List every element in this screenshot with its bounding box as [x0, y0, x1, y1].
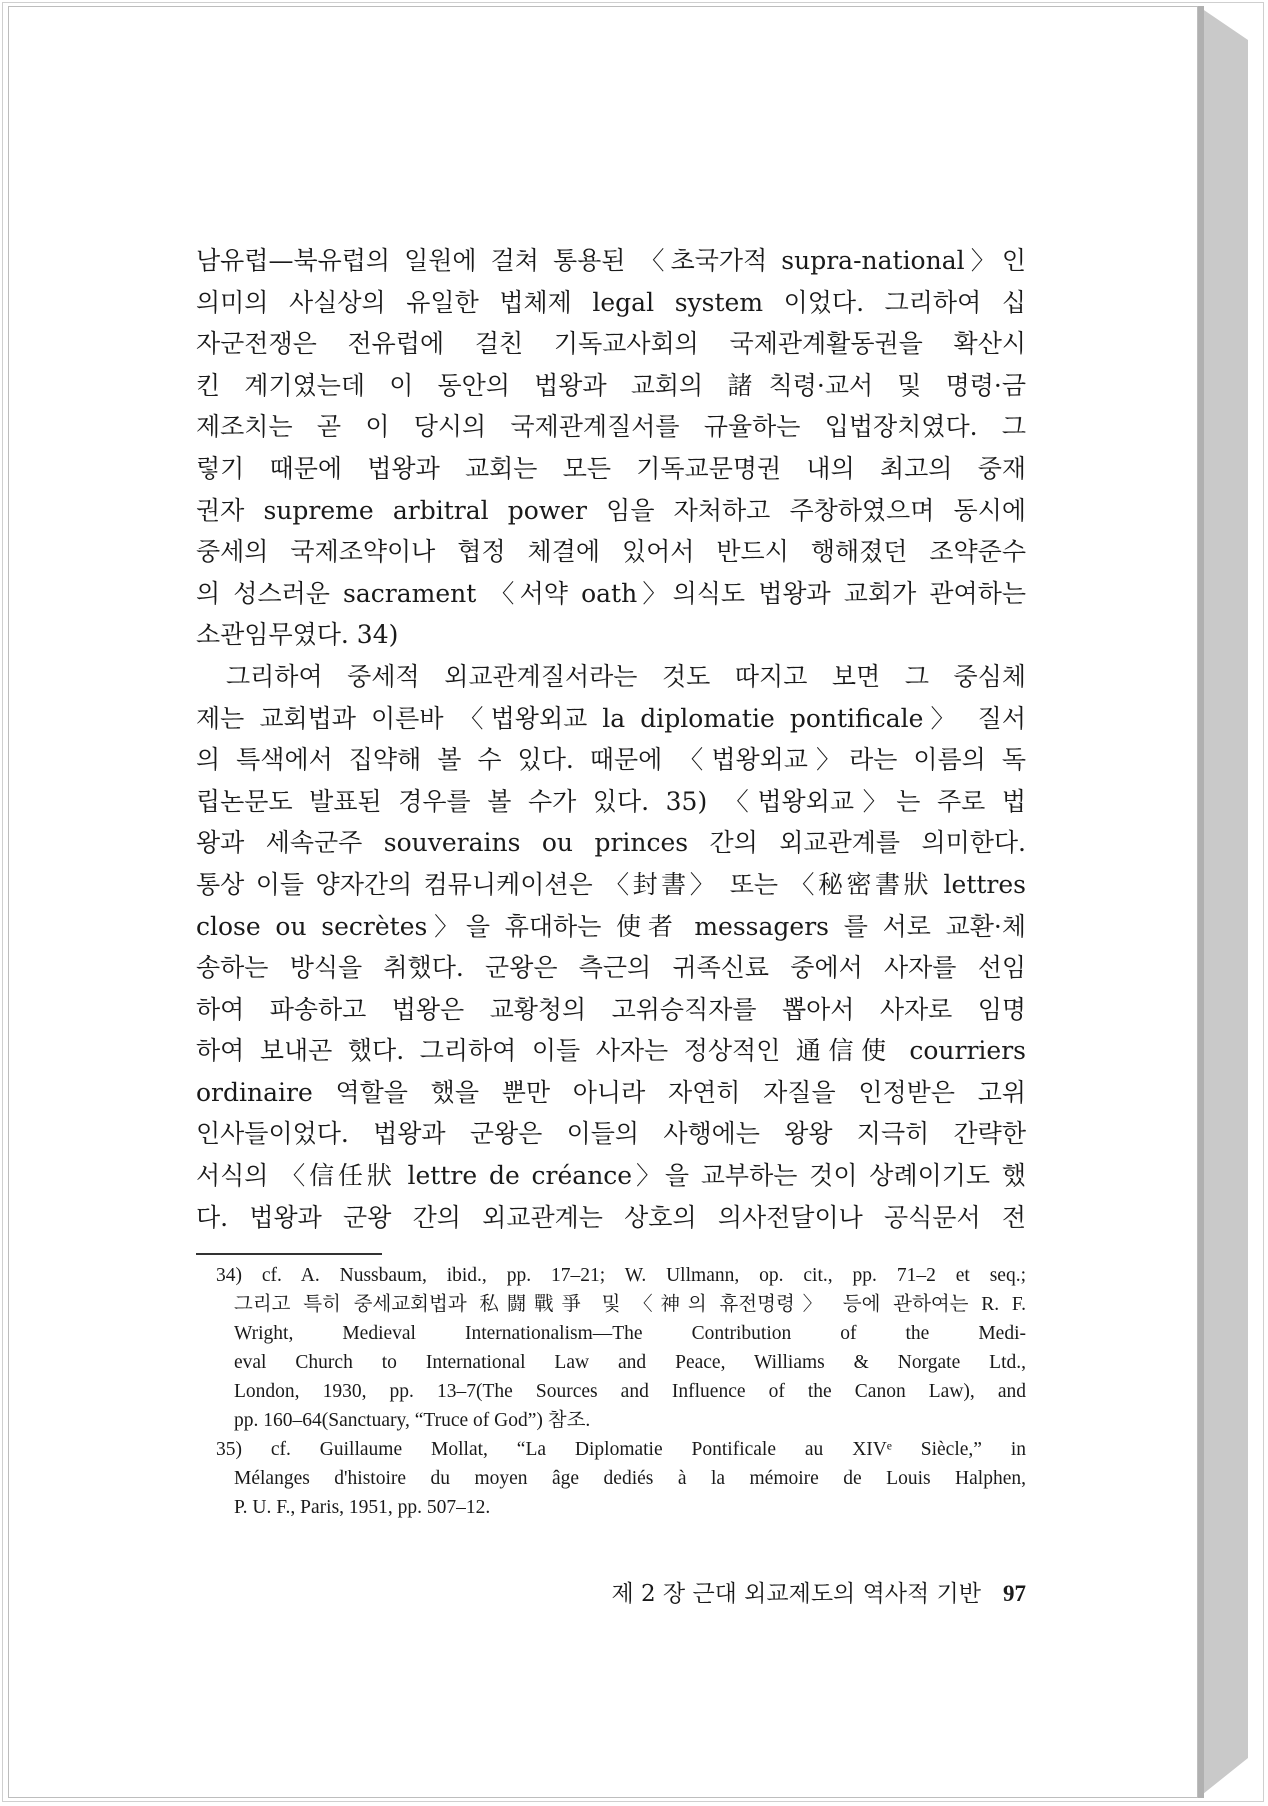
body-line: 인사들이었다. 법왕과 군왕은 이들의 사행에는 왕왕 지극히 간략한 — [196, 1119, 1026, 1149]
body-line: 권자 supreme arbitral power 임을 자처하고 주창하였으며 동시에 — [196, 495, 1026, 525]
body-line: 의 특색에서 집약해 볼 수 있다. 때문에 〈법왕외교〉라는 이름의 독 — [196, 745, 1026, 775]
body-line: 하여 보내곤 했다. 그리하여 이들 사자는 정상적인 通信使 courriers — [196, 1036, 1026, 1066]
footnote-line: Wright, Medieval Internationalism—The Contribution of the Medi- — [234, 1323, 1026, 1344]
footnote-rule — [196, 1253, 382, 1255]
body-line: 소관임무였다. 34) — [196, 620, 399, 650]
body-line: 하여 파송하고 법왕은 교황청의 고위승직자를 뽑아서 사자로 임명 — [196, 994, 1026, 1024]
page-edge-shadow — [1198, 6, 1204, 1798]
page-stack-edge — [1198, 6, 1248, 1798]
body-line: 제는 교회법과 이른바 〈법왕외교 la diplomatie pontificale〉 질서 — [196, 703, 1026, 733]
body-line: 송하는 방식을 취했다. 군왕은 측근의 귀족신료 중에서 사자를 선임 — [196, 953, 1026, 983]
body-line: 렇기 때문에 법왕과 교회는 모든 기독교문명권 내의 최고의 중재 — [196, 453, 1026, 483]
body-line: 자군전쟁은 전유럽에 걸친 기독교사회의 국제관계활동권을 확산시 — [196, 329, 1026, 359]
footnote-line: 34) cf. A. Nussbaum, ibid., pp. 17–21; W. Ullmann, op. cit., pp. 71–2 et seq.; — [216, 1265, 1026, 1286]
body-line: 통상 이들 양자간의 컴뮤니케이션은 〈封書〉 또는 〈秘密書狀 lettres — [196, 869, 1026, 899]
footnotes — [196, 1253, 1026, 1522]
body-line: 제조치는 곧 이 당시의 국제관계질서를 규율하는 입법장치였다. 그 — [196, 412, 1026, 442]
body-line: 의미의 사실상의 유일한 법체제 legal system 이었다. 그리하여 십 — [196, 287, 1026, 317]
footnote-line: Mélanges d'histoire du moyen âge dediés à la mémoire de Louis Halphen, — [234, 1468, 1026, 1489]
body-line: 그리하여 중세적 외교관계질서라는 것도 따지고 보면 그 중심체 — [226, 661, 1026, 691]
footnote-line: pp. 160–64(Sanctuary, “Truce of God”) 참조. — [234, 1410, 591, 1431]
body-line: 중세의 국제조약이나 협정 체결에 있어서 반드시 행해졌던 조약준수 — [196, 537, 1026, 567]
body-line: 남유럽—북유럽의 일원에 걸쳐 통용된 〈초국가적 supra-national〉인 — [196, 246, 1026, 275]
body-line: 립논문도 발표된 경우를 볼 수가 있다. 35) 〈법왕외교〉는 주로 법 — [196, 786, 1026, 816]
footnote-line: P. U. F., Paris, 1951, pp. 507–12. — [234, 1497, 491, 1518]
running-footer — [538, 1575, 1026, 1608]
footnote-line: London, 1930, pp. 13–7(The Sources and Influence of the Canon Law), and — [234, 1381, 1026, 1402]
footnote-line: 35) cf. Guillaume Mollat, “La Diplomatie Pontificale au XIVᵉ Siècle,” in — [216, 1439, 1026, 1460]
body-line: 왕과 세속군주 souverains ou princes 간의 외교관계를 의미한다. — [196, 828, 1026, 858]
chapter-title: 제 2 장 근대 외교제도의 역사적 기반 — [611, 1581, 981, 1607]
body-line: 서식의 〈信任狀 lettre de créance〉을 교부하는 것이 상례이기도 했 — [196, 1161, 1026, 1191]
body-line: 의 성스러운 sacrament 〈서약 oath〉의식도 법왕과 교회가 관여하는 — [196, 578, 1026, 608]
body-line: close ou secrètes〉을 휴대하는 使者 messagers 를 서로 교환·체 — [196, 911, 1026, 941]
body-line: ordinaire 역할을 했을 뿐만 아니라 자연히 자질을 인정받은 고위 — [196, 1077, 1026, 1107]
footnote-line: eval Church to International Law and Peace, Williams & Norgate Ltd., — [234, 1352, 1026, 1373]
footnote-line: 그리고 특히 중세교회법과 私闘戰爭 및 〈神의 휴전명령〉 등에 관하여는 R. F. — [234, 1294, 1026, 1315]
body-line: 다. 법왕과 군왕 간의 외교관계는 상호의 의사전달이나 공식문서 전 — [196, 1202, 1026, 1232]
body-text — [196, 240, 1026, 1238]
body-line: 킨 계기였는데 이 동안의 법왕과 교회의 諸칙령·교서 및 명령·금 — [196, 370, 1026, 400]
page-number: 97 — [1003, 1581, 1026, 1606]
